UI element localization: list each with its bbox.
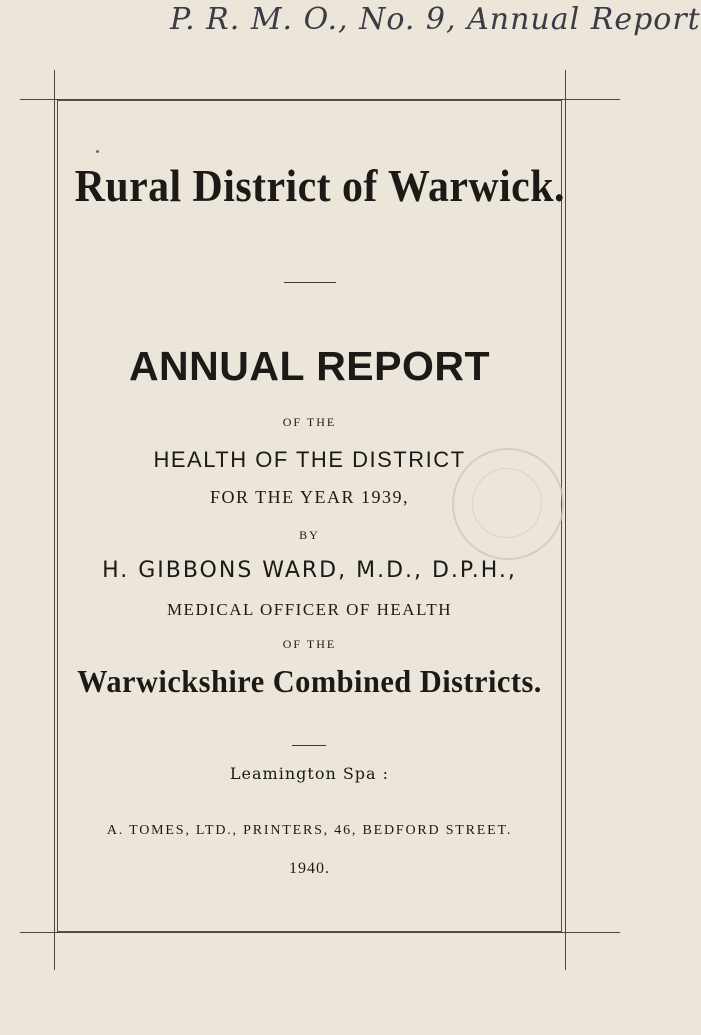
imprint-divider	[292, 745, 326, 746]
ink-speck	[96, 150, 99, 153]
report-subject: HEALTH OF THE DISTRICT	[153, 447, 466, 472]
right-margin-rule	[565, 70, 566, 970]
imprint-date: 1940.	[289, 860, 330, 877]
page-title: Rural District of Warwick.	[74, 161, 565, 211]
handwritten-annotation: P. R. M. O., No. 9, Annual Report	[170, 2, 701, 37]
by-line: BY	[299, 528, 320, 542]
of-the-line-2: OF THE	[282, 637, 337, 651]
of-the-line: OF THE	[282, 415, 337, 429]
left-margin-rule	[54, 70, 55, 970]
title-divider	[284, 282, 336, 283]
imprint-place: Leamington Spa :	[229, 764, 390, 783]
author-office: MEDICAL OFFICER OF HEALTH	[166, 600, 453, 619]
bottom-margin-rule	[20, 932, 620, 933]
author-name: H. GIBBONS WARD, M.D., D.P.H.,	[102, 558, 517, 583]
districts-name: Warwickshire Combined Districts.	[77, 663, 542, 699]
report-year: FOR THE YEAR 1939,	[209, 487, 409, 507]
imprint-printers: A. TOMES, LTD., PRINTERS, 46, BEDFORD STREET.	[106, 823, 513, 838]
report-heading: ANNUAL REPORT	[128, 343, 491, 389]
